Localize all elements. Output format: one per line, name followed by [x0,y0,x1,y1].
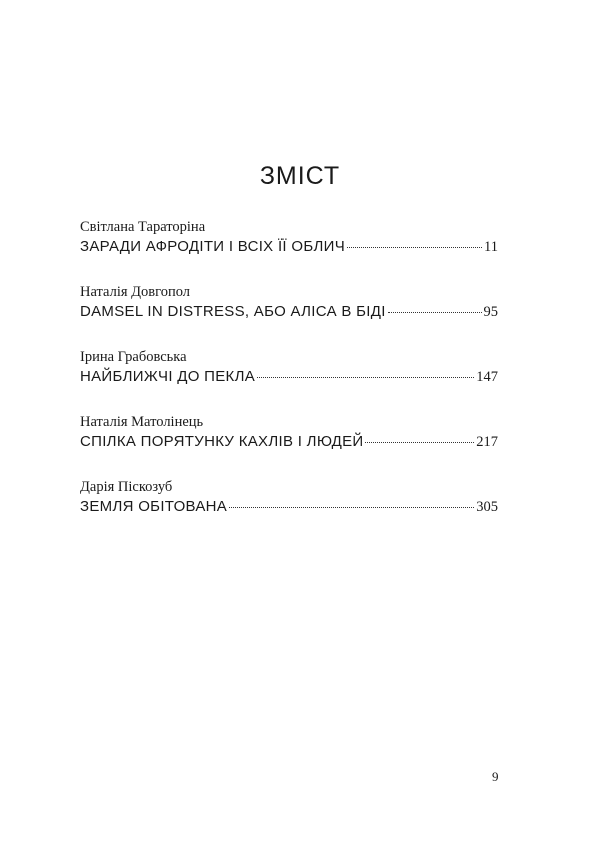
dot-leader [257,377,474,378]
entry-title: ЗЕМЛЯ ОБІТОВАНА [80,498,228,515]
entry-author: Наталія Довгопол [80,284,191,300]
entry-title-line[interactable] [80,237,498,257]
page-title: ЗМІСТ [259,162,341,190]
entry-title: ЗАРАДИ АФРОДІТИ І ВСІХ ЇЇ ОБЛИЧ [80,238,345,255]
entry-page-number: 217 [476,434,498,450]
entry-title-line[interactable] [80,432,498,452]
entry-title-line[interactable] [80,497,498,517]
dot-leader [347,247,482,248]
entry-author: Ірина Грабовська [80,349,187,365]
entry-page-number: 11 [484,239,498,255]
entry-author: Дарія Піскозуб [80,479,173,495]
entry-page-number: 95 [483,304,498,320]
dot-leader [365,442,474,443]
entry-page-number: 147 [476,369,498,385]
entry-author: Наталія Матолінець [80,414,204,430]
entry-title: СПІЛКА ПОРЯТУНКУ КАХЛІВ І ЛЮДЕЙ [80,433,364,450]
page-folio-number: 9 [492,769,499,784]
table-of-contents [80,217,498,542]
toc-entry [80,347,498,412]
toc-entry [80,217,498,282]
toc-entry [80,477,498,542]
entry-title-line[interactable] [80,367,498,387]
entry-title-line[interactable] [80,302,498,322]
entry-title: НАЙБЛИЖЧІ ДО ПЕКЛА [80,368,256,385]
entry-page-number: 305 [476,499,498,515]
dot-leader [229,507,474,508]
toc-entry [80,282,498,347]
entry-title: DAMSEL IN DISTRESS, АБО АЛІСА В БІДІ [80,303,386,320]
entry-author: Світлана Тараторіна [80,219,206,235]
dot-leader [388,312,482,313]
toc-entry [80,412,498,477]
